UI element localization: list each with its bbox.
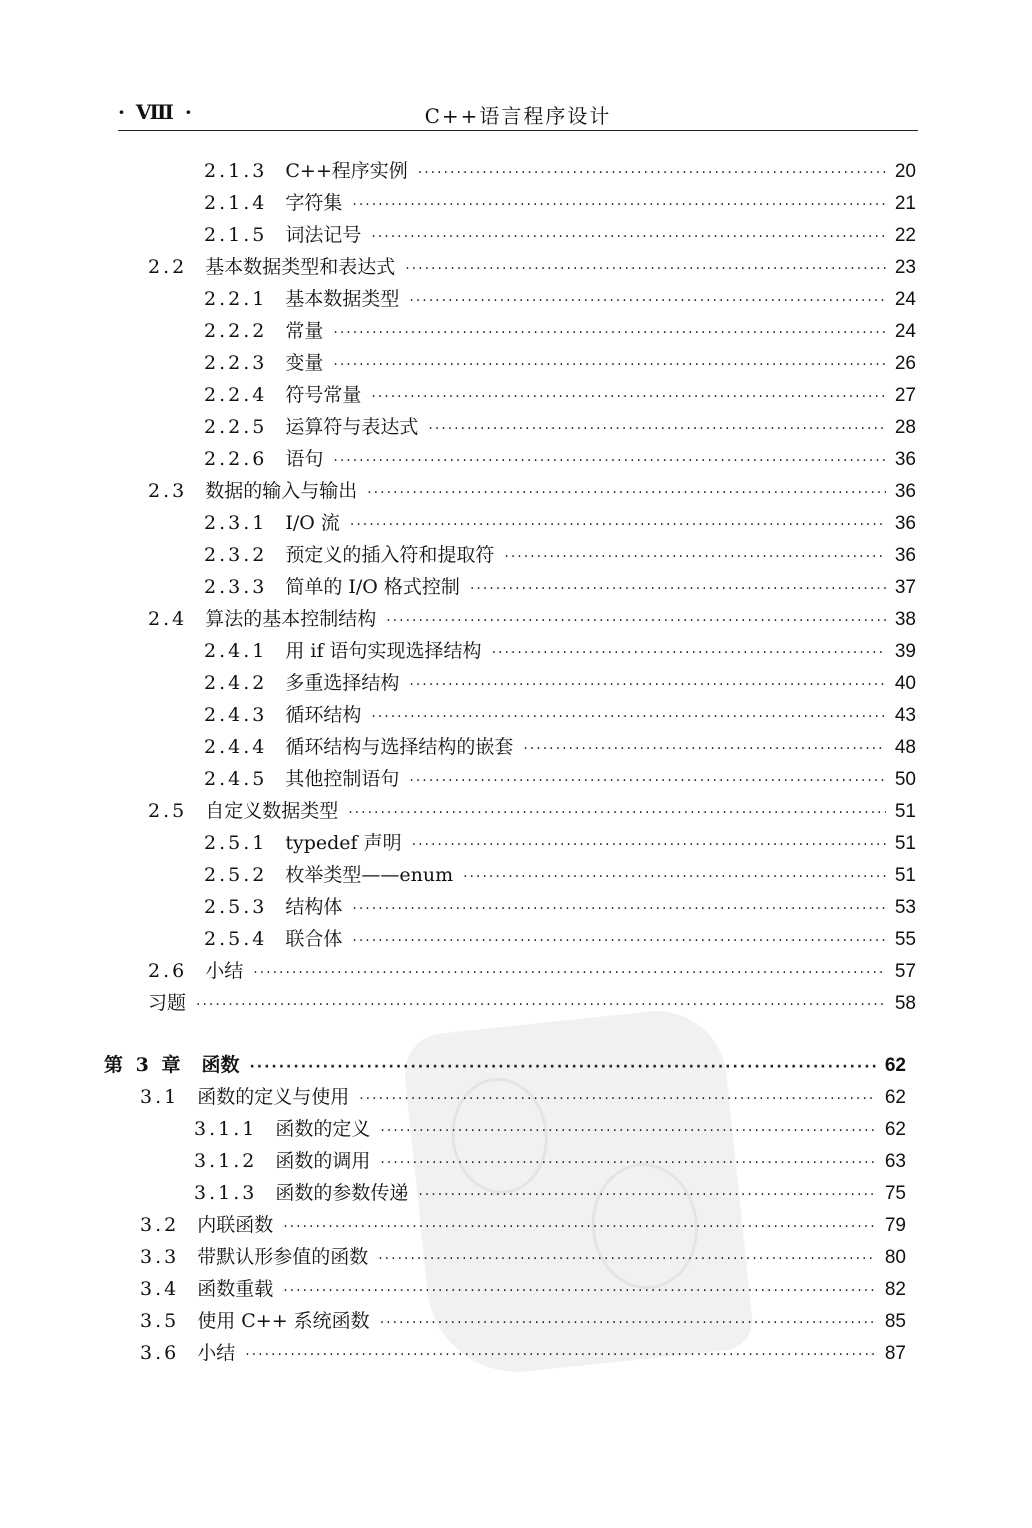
toc-leader-dots (371, 709, 886, 725)
toc-title: 基本数据类型 (285, 288, 400, 310)
toc-entry (148, 796, 916, 824)
toc-title: 小结 (197, 1342, 236, 1364)
toc-page-number: 36 (894, 545, 916, 566)
toc-leader-dots (333, 453, 886, 469)
toc-number: 2.3.2 (204, 544, 268, 566)
toc-entry (204, 732, 916, 760)
toc-title: 多重选择结构 (285, 672, 400, 694)
toc-entry (204, 668, 916, 696)
toc-title: 函数的调用 (275, 1150, 371, 1172)
toc-number: 3.1.2 (194, 1150, 258, 1172)
toc-title: typedef 声明 (285, 832, 402, 854)
toc-entry (148, 604, 916, 632)
toc-entry (204, 156, 916, 184)
toc-entry (204, 764, 916, 792)
toc-leader-dots (409, 677, 886, 693)
page-number: · Ⅷ · (118, 100, 194, 124)
toc-entry (140, 1338, 906, 1366)
toc-leader-dots (380, 1155, 876, 1171)
toc-entry (148, 988, 916, 1016)
toc-title: 函数重载 (197, 1278, 274, 1300)
toc-leader-dots (492, 645, 886, 661)
toc-entry (140, 1306, 906, 1334)
toc-title: 其他控制语句 (285, 768, 400, 790)
toc-leader-dots (412, 837, 886, 853)
toc-number: 2.3.1 (204, 512, 268, 534)
toc-page-number: 28 (894, 417, 916, 438)
toc-title: 运算符与表达式 (285, 416, 419, 438)
toc-page-number: 50 (894, 769, 916, 790)
toc-title: 常量 (285, 320, 324, 342)
toc-number: 3.1.1 (194, 1118, 258, 1140)
toc-page-number: 63 (884, 1151, 906, 1172)
toc-page-number: 51 (894, 833, 916, 854)
toc-page-number: 62 (884, 1119, 906, 1140)
toc-title: 带默认形参值的函数 (197, 1246, 369, 1268)
toc-title: 自定义数据类型 (205, 800, 339, 822)
toc-title: 函数的定义 (275, 1118, 371, 1140)
toc-leader-dots (371, 389, 886, 405)
toc-number: 2.2.4 (204, 384, 268, 406)
toc-leader-dots (253, 965, 886, 981)
toc-leader-dots (359, 1091, 876, 1107)
toc-number: 3.5 (140, 1310, 180, 1332)
toc-page-number: 40 (894, 673, 916, 694)
toc-entry (204, 316, 916, 344)
toc-title: 符号常量 (285, 384, 362, 406)
toc-title: 算法的基本控制结构 (205, 608, 377, 630)
toc-entry (148, 476, 916, 504)
toc-title: 函数 (201, 1054, 240, 1076)
toc-title: 内联函数 (197, 1214, 274, 1236)
toc-leader-dots (504, 549, 886, 565)
toc-number: 2.1.4 (204, 192, 268, 214)
toc-leader-dots (386, 613, 886, 629)
toc-page-number: 51 (894, 865, 916, 886)
toc-number: 2.6 (148, 960, 188, 982)
toc-page-number: 87 (884, 1343, 906, 1364)
toc-entry (204, 380, 916, 408)
toc-leader-dots (463, 869, 886, 885)
toc-entry (140, 1082, 906, 1110)
toc-title: C++程序实例 (285, 160, 408, 182)
toc-title: 结构体 (285, 896, 343, 918)
toc-number: 2.2.1 (204, 288, 268, 310)
toc-leader-dots (350, 517, 886, 533)
toc-number: 3.6 (140, 1342, 180, 1364)
book-title: C++语言程序设计 (424, 104, 612, 128)
toc-leader-dots (380, 1315, 876, 1331)
toc-leader-dots (283, 1219, 876, 1235)
toc-entry (204, 924, 916, 952)
toc-leader-dots (380, 1123, 876, 1139)
toc-entry (204, 828, 916, 856)
toc-title: 用 if 语句实现选择结构 (285, 640, 482, 662)
toc-title: 联合体 (285, 928, 343, 950)
toc-entry (204, 636, 916, 664)
toc-leader-dots (378, 1251, 876, 1267)
toc-leader-dots (428, 421, 886, 437)
toc-page-number: 53 (894, 897, 916, 918)
toc-title: 简单的 I/O 格式控制 (285, 576, 460, 598)
toc-entry (204, 508, 916, 536)
toc-page-number: 23 (894, 257, 916, 278)
toc-title: 习题 (148, 992, 187, 1014)
toc-number: 3.1.3 (194, 1182, 258, 1204)
toc-page-number: 36 (894, 481, 916, 502)
toc-leader-dots (418, 165, 886, 181)
toc-leader-dots (418, 1187, 876, 1203)
toc-entry (204, 348, 916, 376)
toc-page-number: 57 (894, 961, 916, 982)
toc-leader-dots (409, 773, 886, 789)
toc-page-number: 62 (884, 1055, 906, 1076)
toc-title: 使用 C++ 系统函数 (197, 1310, 370, 1332)
toc-leader-dots (249, 1059, 876, 1075)
toc-title: 函数的定义与使用 (197, 1086, 350, 1108)
toc-page-number: 22 (894, 225, 916, 246)
toc-leader-dots (333, 325, 886, 341)
toc-page-number: 24 (894, 289, 916, 310)
toc-page-number: 36 (894, 513, 916, 534)
toc-title: 循环结构 (285, 704, 362, 726)
toc-page-number: 36 (894, 449, 916, 470)
toc-number: 2.5 (148, 800, 188, 822)
toc-title: 基本数据类型和表达式 (205, 256, 396, 278)
toc-number: 2.2.2 (204, 320, 268, 342)
toc-number: 2.1.3 (204, 160, 268, 182)
toc-page-number: 20 (894, 161, 916, 182)
toc-title: 词法记号 (285, 224, 362, 246)
page-header (118, 96, 918, 131)
toc-leader-dots (352, 901, 886, 917)
toc-number: 2.4.1 (204, 640, 268, 662)
toc-page-number: 75 (884, 1183, 906, 1204)
toc-number: 2.3 (148, 480, 188, 502)
toc-number: 3.4 (140, 1278, 180, 1300)
toc-leader-dots (367, 485, 886, 501)
toc-entry (204, 700, 916, 728)
toc-leader-dots (283, 1283, 876, 1299)
toc-entry (204, 220, 916, 248)
toc-entry (194, 1114, 906, 1142)
toc-number: 2.5.1 (204, 832, 268, 854)
toc-leader-dots (352, 933, 886, 949)
toc-number: 2.4.2 (204, 672, 268, 694)
toc-page-number: 48 (894, 737, 916, 758)
toc-page-number: 58 (894, 993, 916, 1014)
toc-page-number: 37 (894, 577, 916, 598)
toc-entry (204, 444, 916, 472)
toc-number: 2.4.5 (204, 768, 268, 790)
toc-number: 2.3.3 (204, 576, 268, 598)
toc-page-number: 62 (884, 1087, 906, 1108)
toc-entry (140, 1242, 906, 1270)
toc-chapter-entry (104, 1050, 906, 1078)
toc-page-number: 26 (894, 353, 916, 374)
toc-page-number: 27 (894, 385, 916, 406)
toc-number: 2.2.5 (204, 416, 268, 438)
toc-leader-dots (352, 197, 886, 213)
toc-entry (204, 188, 916, 216)
toc-title: 字符集 (285, 192, 343, 214)
toc-entry (204, 860, 916, 888)
toc-page-number: 55 (894, 929, 916, 950)
toc-leader-dots (348, 805, 886, 821)
toc-number: 2.4.3 (204, 704, 268, 726)
toc-number: 2.2.6 (204, 448, 268, 470)
toc-entry (204, 284, 916, 312)
toc-title: 枚举类型——enum (285, 864, 454, 886)
toc-title: 函数的参数传递 (275, 1182, 409, 1204)
toc-entry (148, 956, 916, 984)
toc-title: 小结 (205, 960, 244, 982)
toc-title: 变量 (285, 352, 324, 374)
toc-entry (140, 1274, 906, 1302)
toc-title: 数据的输入与输出 (205, 480, 358, 502)
toc-title: 语句 (285, 448, 324, 470)
toc-entry (204, 540, 916, 568)
toc-leader-dots (245, 1347, 876, 1363)
toc-leader-dots (409, 293, 886, 309)
toc-number: 第 3 章 (104, 1054, 184, 1076)
toc-title: 预定义的插入符和提取符 (285, 544, 495, 566)
toc-number: 2.5.4 (204, 928, 268, 950)
toc-number: 2.2 (148, 256, 188, 278)
toc-number: 3.2 (140, 1214, 180, 1236)
toc-leader-dots (333, 357, 886, 373)
toc-number: 2.4 (148, 608, 188, 630)
toc-number: 2.4.4 (204, 736, 268, 758)
toc-entry (204, 572, 916, 600)
toc-page-number: 85 (884, 1311, 906, 1332)
toc-page-number: 24 (894, 321, 916, 342)
toc-page-number: 79 (884, 1215, 906, 1236)
toc-page-number: 39 (894, 641, 916, 662)
toc-entry (140, 1210, 906, 1238)
toc-leader-dots (196, 997, 886, 1013)
toc-page-number: 51 (894, 801, 916, 822)
toc-number: 2.1.5 (204, 224, 268, 246)
toc-title: 循环结构与选择结构的嵌套 (285, 736, 514, 758)
toc-number: 3.1 (140, 1086, 180, 1108)
toc-number: 2.2.3 (204, 352, 268, 374)
toc-entry (148, 252, 916, 280)
toc-page-number: 82 (884, 1279, 906, 1300)
toc-page-number: 21 (894, 193, 916, 214)
toc-leader-dots (470, 581, 886, 597)
toc-page-number: 38 (894, 609, 916, 630)
toc-number: 3.3 (140, 1246, 180, 1268)
toc-leader-dots (371, 229, 886, 245)
toc-page-number: 80 (884, 1247, 906, 1268)
toc-leader-dots (523, 741, 886, 757)
toc-number: 2.5.3 (204, 896, 268, 918)
toc-page-number: 43 (894, 705, 916, 726)
toc-entry (204, 892, 916, 920)
toc-entry (204, 412, 916, 440)
toc-number: 2.5.2 (204, 864, 268, 886)
toc-entry (194, 1178, 906, 1206)
toc-title: I/O 流 (285, 512, 340, 534)
toc-leader-dots (405, 261, 886, 277)
toc-entry (194, 1146, 906, 1174)
